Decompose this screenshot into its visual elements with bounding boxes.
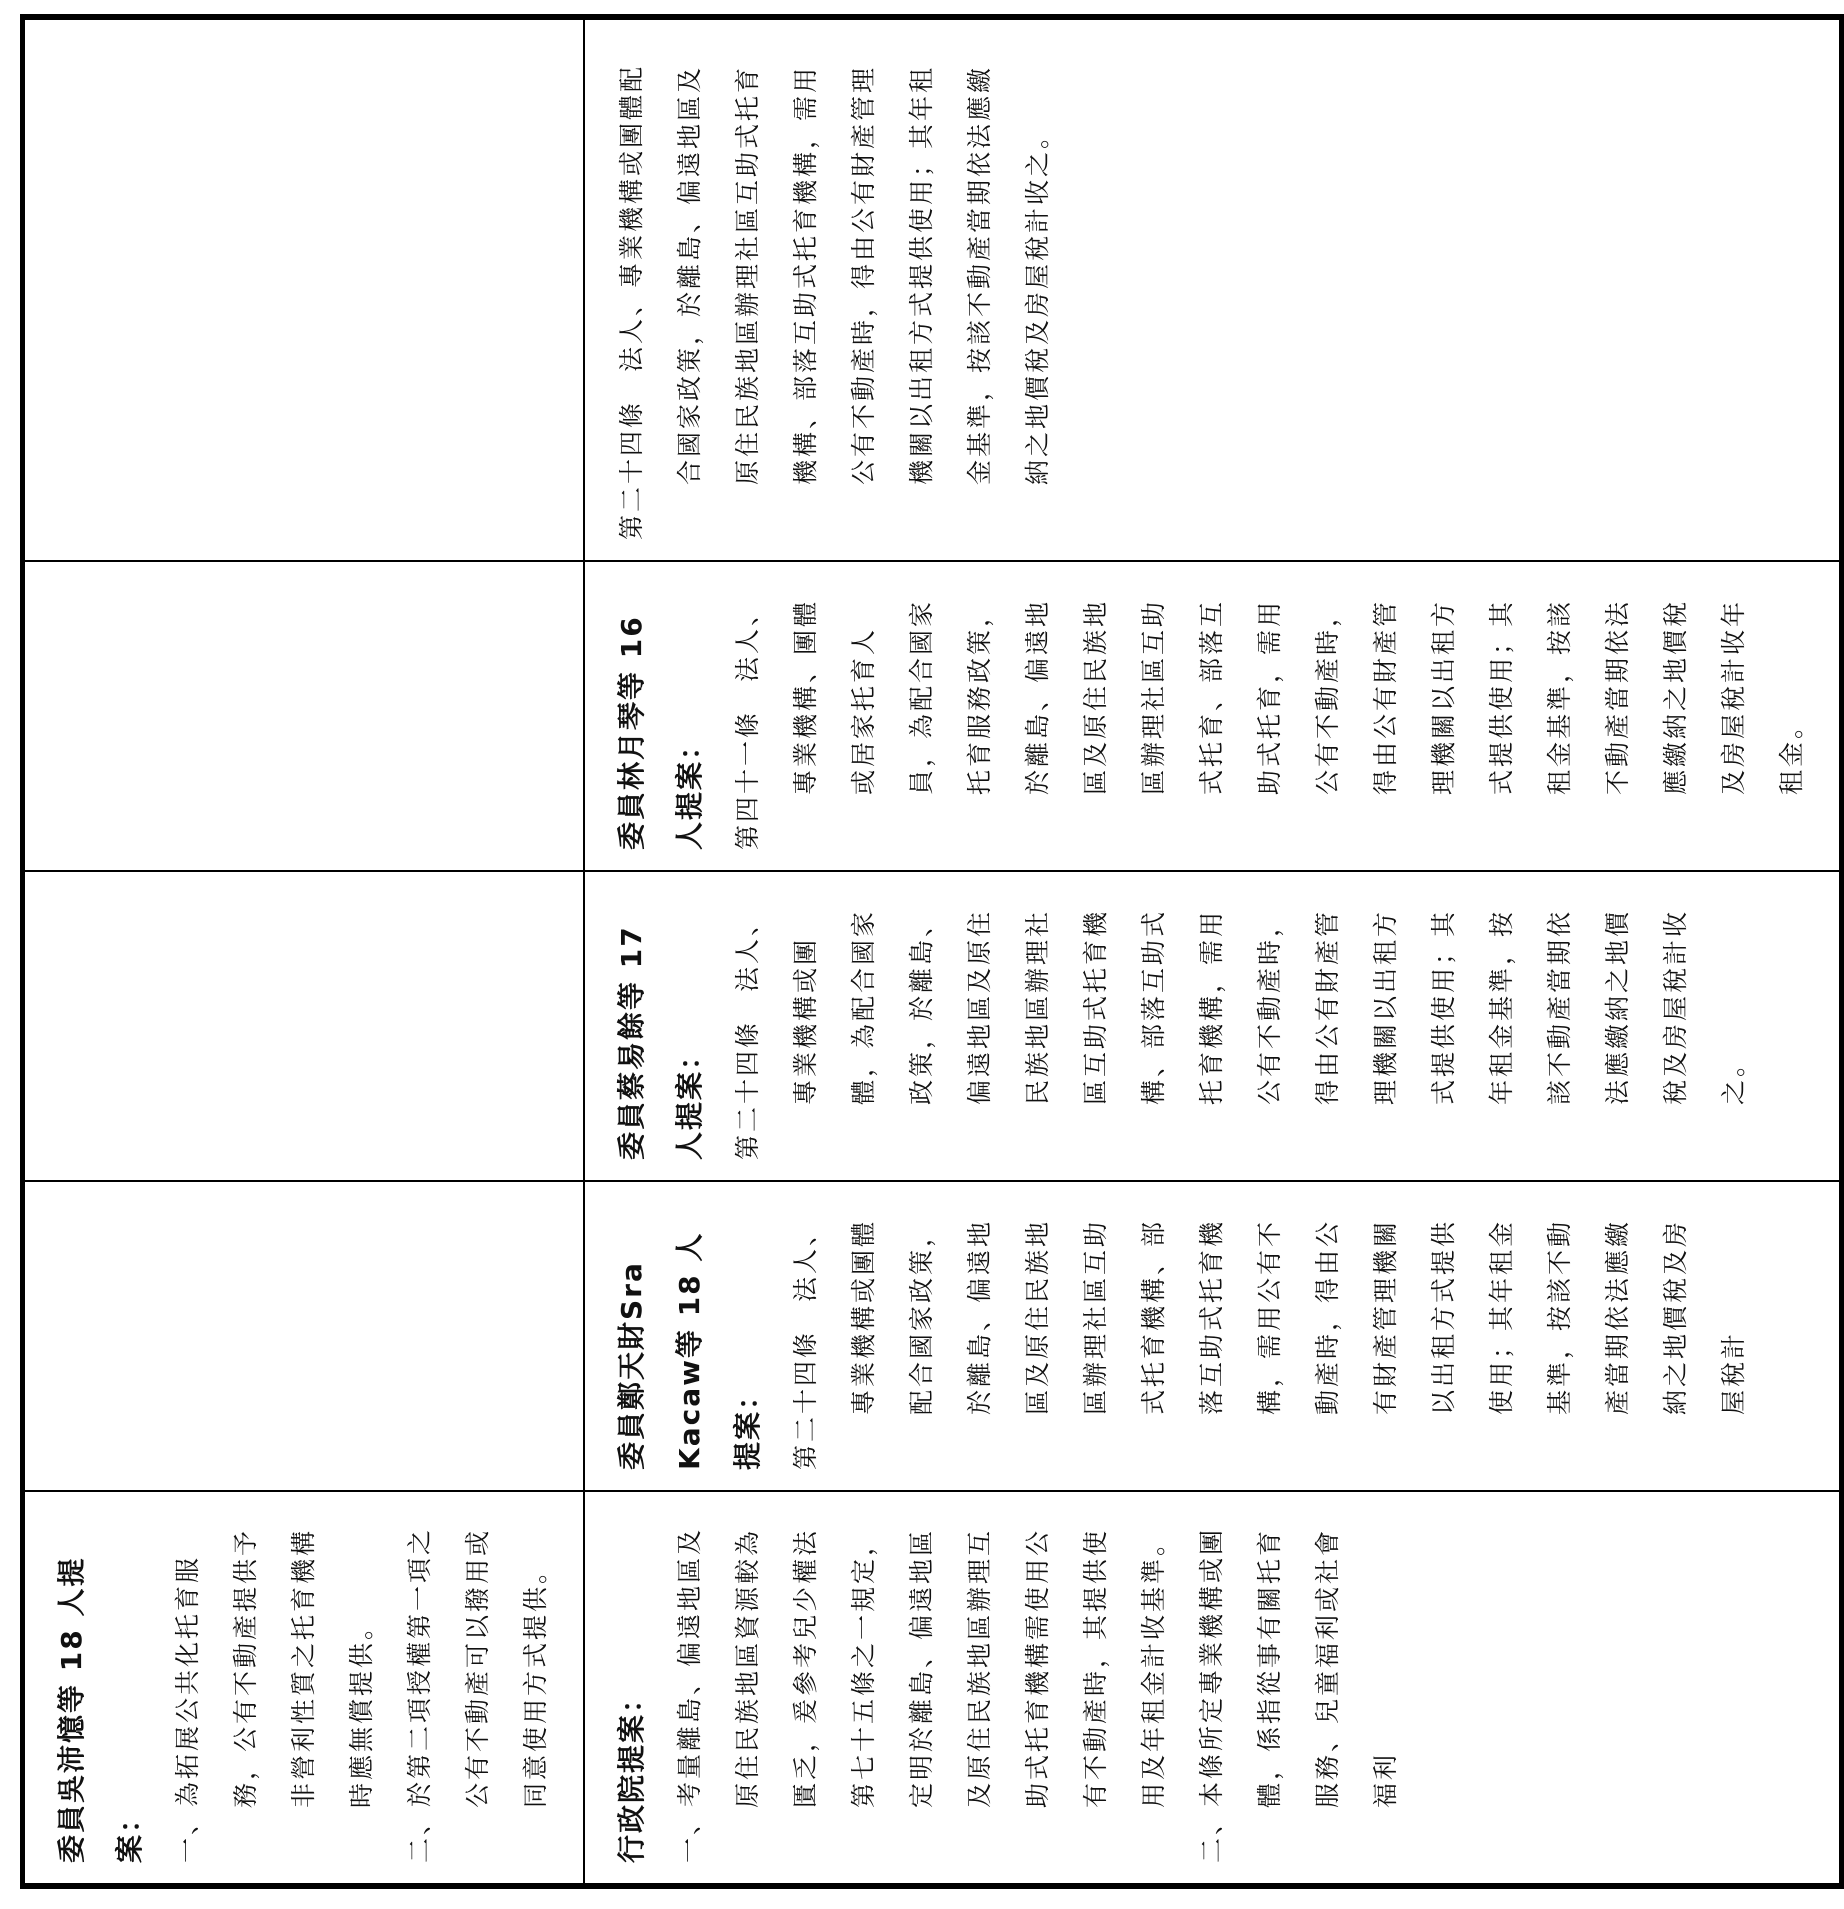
comparison-table bbox=[20, 14, 1844, 1889]
cell-heading: 委員鄭天財Sra Kacaw等 18 人提案： bbox=[615, 1231, 764, 1470]
cell-heading: 委員吳沛憶等 18 人提案： bbox=[55, 1556, 146, 1863]
proposal-item: 二、於第二項授權第一項之公有不動產可以撥用或同意使用方式提供。 bbox=[405, 1526, 550, 1863]
cell-wu-proposal bbox=[23, 1491, 585, 1886]
cell-executive-yuan-proposal bbox=[584, 1491, 1842, 1886]
cell-current-article bbox=[584, 17, 1842, 561]
cell-lin-proposal bbox=[584, 561, 1842, 871]
table-row-lower bbox=[584, 17, 1842, 1886]
empty-cell bbox=[23, 871, 585, 1181]
table-row-upper bbox=[23, 17, 585, 1886]
cell-heading: 委員蔡易餘等 17 人提案： bbox=[615, 925, 706, 1160]
cell-tsai-proposal bbox=[584, 871, 1842, 1181]
article-text: 第二十四條 法人、專業機構或團體配合國家政策，於離島、偏遠地區及原住民族地區辦理社區互助式托育機構、部落互助式托育機構，需用公有不動產時，得由公有財產管理機關以出租方式提供使用；其年租金基準，按該不動產當期依法應繳納之地價稅及房屋稅計 bbox=[791, 1217, 1748, 1470]
proposal-item: 一、為拓展公共化托育服務，公有不動產提供予非營利性質之托育機構時應無償提供。 bbox=[173, 1527, 376, 1863]
rotated-table-stage bbox=[20, 20, 1806, 1889]
proposal-item: 二、本條所定專業機構或團體，係指從事有關托育服務、兒童福利或社會福利 bbox=[1197, 1526, 1400, 1863]
empty-cell bbox=[23, 1181, 585, 1491]
proposal-item: 一、考量離島、偏遠地區及原住民族地區資源較為匱乏，爰參考兒少權法第七十五條之一規定，定明於離島、偏遠地區及原住民族地區辦理互助式托育機構需使用公有不動產時，其提供使用及年租金計收基準。 bbox=[675, 1526, 1168, 1863]
cell-heading: 行政院提案： bbox=[615, 1682, 648, 1863]
article-text: 第二十四條 法人、專業機構或團體，為配合國家政策，於離島、偏遠地區及原住民族地區辦理社區互助式托育機構、部落互助式托育機構，需用公有不動產時，得由公有財產管理機關以出租方式提供使用；其年租金基準，按該不動產當期依法應繳納之地價稅及房屋稅計收之。 bbox=[733, 907, 1748, 1160]
cell-heading: 委員林月琴等 16 人提案： bbox=[615, 615, 706, 850]
rotated-table bbox=[20, 20, 1806, 1889]
empty-cell bbox=[23, 17, 585, 561]
article-text: 第四十一條 法人、專業機構、團體或居家托育人員，為配合國家托育服務政策，於離島、偏遠地區及原住民族地區辦理社區互助式托育、部落互助式托育，需用公有不動產時，得由公有財產管理機關以出租方式提供使用；其租金基準，按該不動產當期依法應繳納之地價稅及房屋稅計收年租金。 bbox=[733, 597, 1806, 850]
empty-cell bbox=[23, 561, 585, 871]
cell-cheng-proposal bbox=[584, 1181, 1842, 1491]
article-text: 第二十四條 法人、專業機構或團體配合國家政策，於離島、偏遠地區及原住民族地區辦理社區互助式托育機構、部落互助式托育機構，需用公有不動產時，得由公有財產管理機關以出租方式提供使用；其年租金基準，按該不動產當期依法應繳納之地價稅及房屋稅計收之。 bbox=[617, 63, 1052, 540]
